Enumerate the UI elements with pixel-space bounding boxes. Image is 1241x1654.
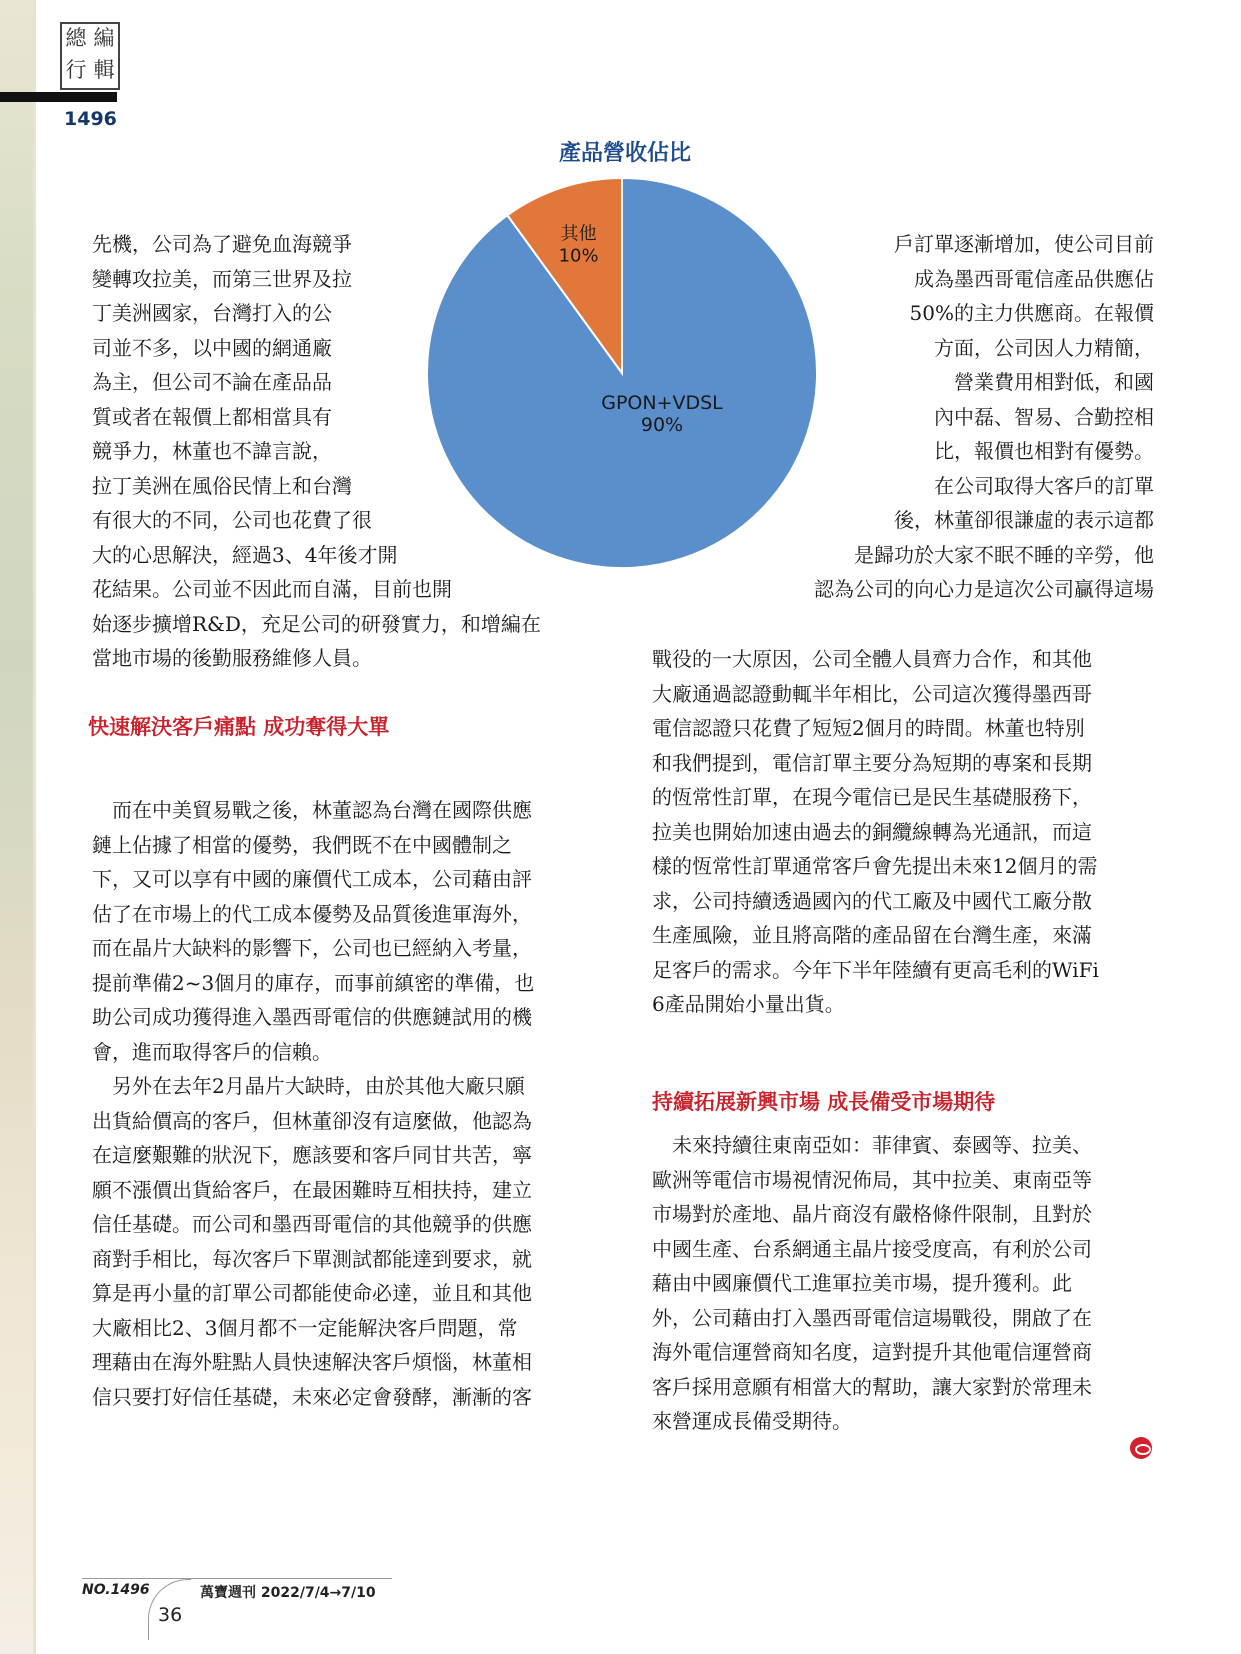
seal-char: 總 [65, 26, 87, 50]
article-line: 電信認證只花費了短短2個月的時間。林董也特別 [652, 716, 1085, 740]
slice-label: 其他 [560, 223, 597, 245]
article-line: 下，又可以享有中國的廉價代工成本，公司藉由評 [92, 867, 532, 891]
article-line: 估了在市場上的代工成本優勢及品質後進軍海外， [92, 901, 532, 926]
article-line: 中國生產、台系網通主晶片接受度高，有利於公司 [652, 1236, 1092, 1261]
article-line: 出貨給價高的客戶，但林董卻沒有這麼做，他認為 [92, 1108, 532, 1133]
article-line: 50%的主力供應商。在報價 [909, 301, 1154, 325]
article-line: 先機，公司為了避免血海競爭 [92, 232, 352, 256]
article-line: 營業費用相對低，和國 [954, 370, 1154, 394]
article-line: 未來持續往東南亞如：菲律賓、泰國等、拉美、 [652, 1133, 1092, 1157]
article-line: 歐洲等電信市場視情況佈局，其中拉美、東南亞等 [652, 1167, 1092, 1192]
article-line: 在公司取得大客戶的訂單 [934, 473, 1154, 498]
article-line: 成為墨西哥電信產品供應佔 [914, 266, 1154, 291]
article-line: 競爭力，林董也不諱言說， [92, 439, 332, 463]
article-line: 另外在去年2月晶片大缺時，由於其他大廠只願 [92, 1074, 525, 1098]
article-line: 理藉由在海外駐點人員快速解決客戶煩惱，林董相 [92, 1350, 532, 1374]
issue-number: 1496 [64, 108, 117, 130]
article-line: 內中磊、智易、合勤控相 [934, 404, 1154, 429]
article-line: 外，公司藉由打入墨西哥電信這場戰役，開啟了在 [652, 1305, 1092, 1330]
article-line: 助公司成功獲得進入墨西哥電信的供應鏈試用的機 [92, 1005, 532, 1029]
header-bar [0, 92, 117, 102]
article-line: 司並不多，以中國的網通廠 [92, 335, 332, 360]
article-line: 信任基礎。而公司和墨西哥電信的其他競爭的供應 [92, 1212, 532, 1236]
article-line: 求，公司持續透過國內的代工廠及中國代工廠分散 [652, 888, 1092, 913]
slice-value-label: 90% [640, 414, 684, 436]
article-line: 足客戶的需求。今年下半年陸續有更高毛利的WiFi [652, 957, 1099, 982]
article-line: 有很大的不同，公司也花費了很 [92, 508, 372, 532]
article-line: 願不漲價出貨給客戶，在最困難時互相扶持，建立 [92, 1177, 532, 1202]
article-line: 比，報價也相對有優勢。 [934, 439, 1154, 463]
chart-title: 產品營收佔比 [558, 141, 691, 166]
article-line: 當地市場的後勤服務維修人員。 [92, 646, 372, 670]
article-line: 丁美洲國家，台灣打入的公 [92, 301, 332, 325]
article-line: 信只要打好信任基礎，未來必定會發酵，漸漸的客 [92, 1384, 532, 1409]
article-line: 大的心思解決，經過3、4年後才開 [92, 542, 398, 567]
article-line: 來營運成長備受期待。 [652, 1409, 852, 1433]
article-line: 藉由中國廉價代工進軍拉美市場，提升獲利。此 [652, 1271, 1072, 1295]
slice-value-label: 10% [558, 245, 599, 267]
article-line: 生產風險，並且將高階的產品留在台灣生產，來滿 [652, 923, 1092, 947]
end-mark-icon [1130, 1437, 1152, 1459]
article-line: 花結果。公司並不因此而自滿，目前也開 [92, 577, 452, 601]
article-line: 鏈上佔據了相當的優勢，我們既不在中國體制之 [92, 832, 512, 857]
article-line: 而在晶片大缺料的影響下，公司也已經納入考量， [92, 936, 532, 960]
editor-seal-logo [60, 22, 120, 90]
article-line: 是歸功於大家不眠不睡的辛勞，他 [854, 542, 1154, 567]
article-line: 在這麼艱難的狀況下，應該要和客戶同甘共苦，寧 [92, 1143, 532, 1167]
article-line: 提前準備2~3個月的庫存，而事前縝密的準備，也 [92, 970, 535, 995]
article-line: 大廠通過認證動輒半年相比，公司這次獲得墨西哥 [652, 681, 1092, 706]
article-line: 6產品開始小量出貨。 [652, 992, 845, 1016]
article-line: 認為公司的向心力是這次公司贏得這場 [814, 577, 1154, 601]
revenue-pie-chart [425, 176, 819, 570]
article-line: 後，林董卻很謙虛的表示這都 [894, 508, 1154, 532]
seal-char: 行 [65, 58, 87, 82]
article-line: 和我們提到，電信訂單主要分為短期的專案和長期 [652, 750, 1092, 775]
section-heading-1: 快速解決客戶痛點 成功奪得大單 [88, 715, 390, 739]
article-line: 質或者在報價上都相當具有 [92, 404, 332, 429]
article-line: 拉美也開始加速由過去的銅纜線轉為光通訊，而這 [652, 819, 1092, 844]
article-line: 變轉攻拉美，而第三世界及拉 [92, 266, 352, 291]
article-line: 算是再小量的訂單公司都能使命必達，並且和其他 [92, 1281, 532, 1305]
article-line: 方面，公司因人力精簡， [934, 335, 1154, 360]
article-line: 而在中美貿易戰之後，林董認為台灣在國際供應 [92, 798, 532, 822]
page-number: 36 [158, 1604, 183, 1626]
article-line: 戰役的一大原因，公司全體人員齊力合作，和其他 [652, 647, 1092, 671]
decorative-margin-art [0, 0, 36, 1654]
article-line: 市場對於產地、晶片商沒有嚴格條件限制，且對於 [652, 1202, 1092, 1226]
article-line: 的恆常性訂單，在現今電信已是民生基礎服務下， [652, 785, 1092, 809]
article-line: 戶訂單逐漸增加，使公司目前 [894, 232, 1154, 256]
article-line: 為主，但公司不論在產品品 [92, 370, 332, 394]
article-line: 客戶採用意願有相當大的幫助，讓大家對於常理未 [652, 1374, 1092, 1399]
article-line: 海外電信運營商知名度，這對提升其他電信運營商 [652, 1340, 1092, 1364]
footer-issue-label: NO.1496 [82, 1582, 150, 1598]
article-line: 拉丁美洲在風俗民情上和台灣 [92, 473, 352, 498]
article-line: 始逐步擴增R&D，充足公司的研發實力，和增編在 [92, 611, 541, 636]
section-heading-2: 持續拓展新興市場 成長備受市場期待 [652, 1090, 996, 1114]
seal-char: 編 [93, 26, 115, 50]
article-line: 大廠相比2、3個月都不一定能解決客戶問題，常 [92, 1315, 518, 1340]
footer-magazine: 萬寶週刊 2022/7/4→7/10 [200, 1585, 376, 1601]
slice-label: GPON+VDSL [601, 392, 723, 414]
article-line: 商對手相比，每次客戶下單測試都能達到要求，就 [92, 1246, 532, 1271]
article-line: 會，進而取得客戶的信賴。 [92, 1039, 332, 1064]
article-line: 樣的恆常性訂單通常客戶會先提出未來12個月的需 [652, 854, 1098, 878]
footer-rule [82, 1578, 392, 1579]
seal-char: 輯 [93, 58, 115, 82]
